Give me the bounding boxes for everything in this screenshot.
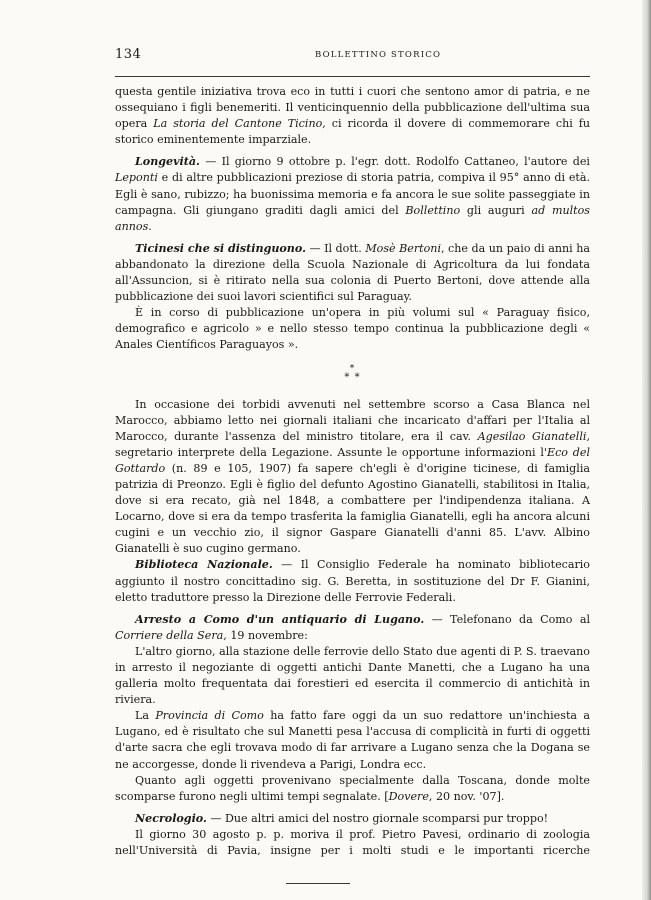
section-necrologio: Necrologio. — Due altri amici del nostro giornale scomparsi pur troppo! [135,811,549,825]
section-heading: Necrologio. [135,811,207,825]
running-head: BOLLETTINO STORICO [315,50,442,60]
footer-rule [286,883,350,884]
section-biblioteca: Biblioteca Nazionale. — Il Consiglio Federale ha nominato bibliotecario aggiunto il nostro concittadino sig. G. Beretta, in sostituzione del Dr F. Gianini, eletto traduttore presso la Direzione delle Ferrovie Federali. [115,558,590,604]
section-ticinesi-cont: È in corso di pubblicazione un'opera in più volumi sul « Paraguay fisico, demografico e agricolo » e nello stesso tempo continua la pubblicazione degli « Anales Científicos Paraguayos ». [115,306,590,352]
article-body [115,84,590,859]
section-longevita: Longevità. — Il giorno 9 ottobre p. l'egr. dott. Rodolfo Cattaneo, l'autore dei Leponti e di altre pubblicazioni preziose di storia patria, compiva il 95° anno di età. Egli è sano, rubizzo; ha buonissima memoria e fa ancora le sue solite passeggiate in campagna. Gli giungano graditi dagli amici del Bollettino gli auguri ad multos annos. [115,155,590,233]
section-arresto-p3: La Provincia di Como ha fatto fare oggi da un suo redattore un'inchiesta a Lugano, ed è risultato che sul Manetti pesa l'accusa di complicità in furti di oggetti d'arte sacra che egli trovava modo di far arrivare a Lugano senza che la Dogana se ne accorgesse, donde li rivendeva a Parigi, Londra ecc. [115,709,590,771]
header-rule [115,76,590,77]
section-ticinesi: Ticinesi che si distinguono. — Il dott. Mosè Bertoni, che da un paio di anni ha abbandonato la direzione della Scuola Nazionale di Agricoltura da lui fondata all'Assuncion, si è ritirato nella sua colonia di Puerto Bertoni, dove attende alla pubblicazione dei suoi lavori scientifici sul Paraguay. [115,241,590,304]
work-title: La storia del Cantone Ticino [153,117,323,131]
section-heading: Arresto a Como d'un antiquario di Lugano. [135,612,425,626]
section-heading: Biblioteca Nazionale. [135,558,273,572]
section-heading: Longevità. [135,155,200,169]
page-edge-shadow [642,0,651,900]
opening-paragraph: questa gentile iniziativa trova eco in tutti i cuori che sentono amor di patria, e ne ossequiano i figli benemeriti. Il venticinquennio della pubblicazione dell'ultima sua opera La storia del Cantone Ticino, ci ricorda il dovere di commemorare chi fu storico eminentemente imparziale. [115,85,590,147]
page-header [115,47,590,67]
section-heading: Ticinesi che si distinguono. [135,241,306,255]
section-arresto: Arresto a Como d'un antiquario di Lugano. — Telefonano da Como al Corriere della Sera, 19 novembre: [115,612,590,642]
section-separator: * * * [344,363,361,383]
section-occasione: In occasione dei torbidi avvenuti nel settembre scorso a Casa Blanca nel Marocco, abbiamo letto nei giornali italiani che incaricato d'affari per l'Italia al Marocco, durante l'assenza del ministro titolare, era il cav. Agesilao Gianatelli, segretario interprete della Legazione. Assunte le opportune informazioni l'Eco del Gottardo (n. 89 e 105, 1907) fa sapere ch'egli è d'origine ticinese, di famiglia patrizia di Preonzo. Egli è figlio del defunto Agostino Gianatelli, stabilitosi in Italia, dove si era recato, già nel 1848, a combattere per l'indipendenza italiana. A Locarno, dove si era da tempo trasferita la famiglia Gianatelli, egli ha ancora alcuni cugini e un vecchio zio, il signor Gaspare Gianatelli d'anni 85. L'avv. Albino Gianatelli è suo cugino germano. [115,397,591,556]
section-arresto-p4: Quanto agli oggetti provenivano specialmente dalla Toscana, donde molte scomparse furono negli ultimi tempi segnalate. [Dovere, 20 nov. '07]. [115,773,590,803]
page-number: 134 [115,47,142,62]
section-arresto-p2: L'altro giorno, alla stazione delle ferrovie dello Stato due agenti di P. S. traevano in arresto il negoziante di oggetti antichi Dante Manetti, che a Lugano ha una galleria molto frequentata dai forestieri ed esercita il commercio di antichità in riviera. [115,644,590,707]
section-necrologio-p2: Il giorno 30 agosto p. p. moriva il prof. Pietro Pavesi, ordinario di zoologia nell'Università di Pavia, insigne per i molti studi e le importanti ricerche [115,827,590,858]
